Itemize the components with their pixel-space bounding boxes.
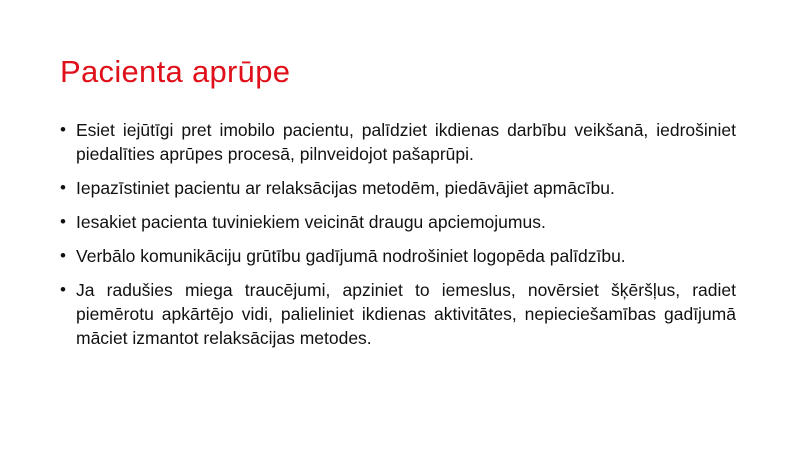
bullet-item <box>60 176 736 200</box>
slide-title: Pacienta aprūpe <box>60 54 291 89</box>
bullet-item <box>60 210 736 234</box>
bullet-item <box>60 278 736 350</box>
bullet-item <box>60 244 736 268</box>
bullet-list <box>60 118 736 350</box>
bullet-text: Iepazīstiniet pacientu ar relaksācijas metodēm, piedāvājiet apmācību. <box>76 178 615 198</box>
bullet-text: Ja radušies miega traucējumi, apziniet to iemeslus, novērsiet šķēršļus, radiet piemērotu apkārtējo vidi, palieliniet ikdienas aktivitātes, nepieciešamības gadījumā māciet izmantot relaksācijas metodes. <box>76 280 736 348</box>
bullet-item <box>60 118 736 166</box>
bullet-text: Esiet iejūtīgi pret imobilo pacientu, palīdziet ikdienas darbību veikšanā, iedrošiniet piedalīties aprūpes procesā, pilnveidojot pašaprūpi. <box>76 120 736 164</box>
bullet-dot-icon: • <box>60 212 66 231</box>
bullet-dot-icon: • <box>60 178 66 197</box>
bullet-dot-icon: • <box>60 120 66 139</box>
bullet-text: Verbālo komunikāciju grūtību gadījumā nodrošiniet logopēda palīdzību. <box>76 246 626 266</box>
bullet-dot-icon: • <box>60 280 66 299</box>
bullet-dot-icon: • <box>60 246 66 265</box>
bullet-text: Iesakiet pacienta tuviniekiem veicināt draugu apciemojumus. <box>76 212 546 232</box>
